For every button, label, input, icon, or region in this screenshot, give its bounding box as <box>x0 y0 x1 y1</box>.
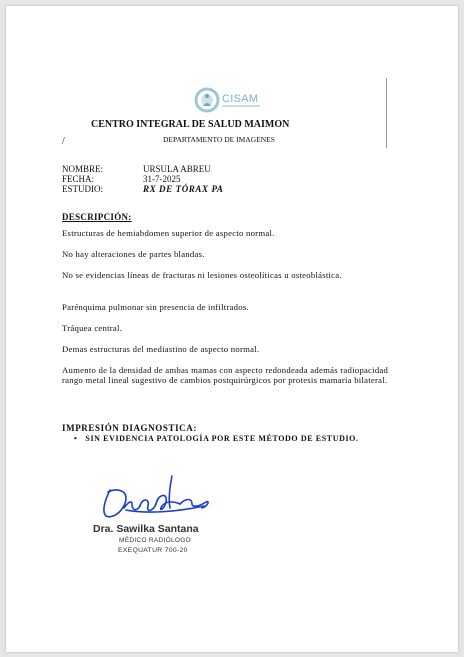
center-name: CENTRO INTEGRAL DE SALUD MAIMON <box>91 119 290 130</box>
impression-item-text: SIN EVIDENCIA PATOLOGÍA POR ESTE MÉTODO DE ESTUDIO. <box>85 434 359 443</box>
description-paragraph: Demas estructuras del mediastino de aspecto normal. <box>62 344 260 354</box>
cisam-logo <box>192 87 264 113</box>
date-value: 31-7-2025 <box>143 174 181 184</box>
margin-divider <box>386 78 387 148</box>
description-paragraph: Tráquea central. <box>62 323 123 333</box>
logo-emblem-icon <box>192 87 222 113</box>
description-paragraph: Aumento de la densidad de ambas mamas con aspecto redondeada además radiopacidad rango metal lineal sugestivo de cambios postquirúrgicos por protesis mamaria bilateral. <box>62 365 389 385</box>
document-page <box>6 6 458 652</box>
study-label: ESTUDIO: <box>62 184 103 194</box>
department-name: DEPARTAMENTO DE IMAGENES <box>163 135 275 144</box>
impression-item <box>74 434 359 443</box>
impression-heading: IMPRESIÓN DIAGNOSTICA: <box>62 423 197 433</box>
name-label: NOMBRE: <box>62 164 104 174</box>
doctor-exequatur: EXEQUATUR 700-20 <box>118 547 188 554</box>
text-cursor: / <box>62 136 65 147</box>
description-paragraph: No se evidencias líneas de fracturas ni lesiones osteolíticas u osteoblástica. <box>62 270 342 280</box>
description-heading: DESCRIPCIÓN: <box>62 212 132 222</box>
bullet-icon: • <box>74 434 78 443</box>
doctor-role: MÉDICO RADIÓLOGO <box>119 537 191 544</box>
logo-text: CISAM <box>222 93 259 105</box>
doctor-name: Dra. Sawilka Santana <box>93 523 199 535</box>
study-value: RX DE TÓRAX PA <box>143 184 224 194</box>
description-paragraph: Parénquima pulmonar sin presencia de infiltrados. <box>62 302 249 312</box>
description-paragraph: No hay alteraciones de partes blandas. <box>62 249 205 259</box>
date-label: FECHA: <box>62 174 95 184</box>
handwritten-signature <box>96 468 216 526</box>
name-value: URSULA ABREU <box>143 164 211 174</box>
logo-tagline-line <box>222 105 260 107</box>
description-paragraph: Estructuras de hemiabdomen superior de aspecto normal. <box>62 228 275 238</box>
